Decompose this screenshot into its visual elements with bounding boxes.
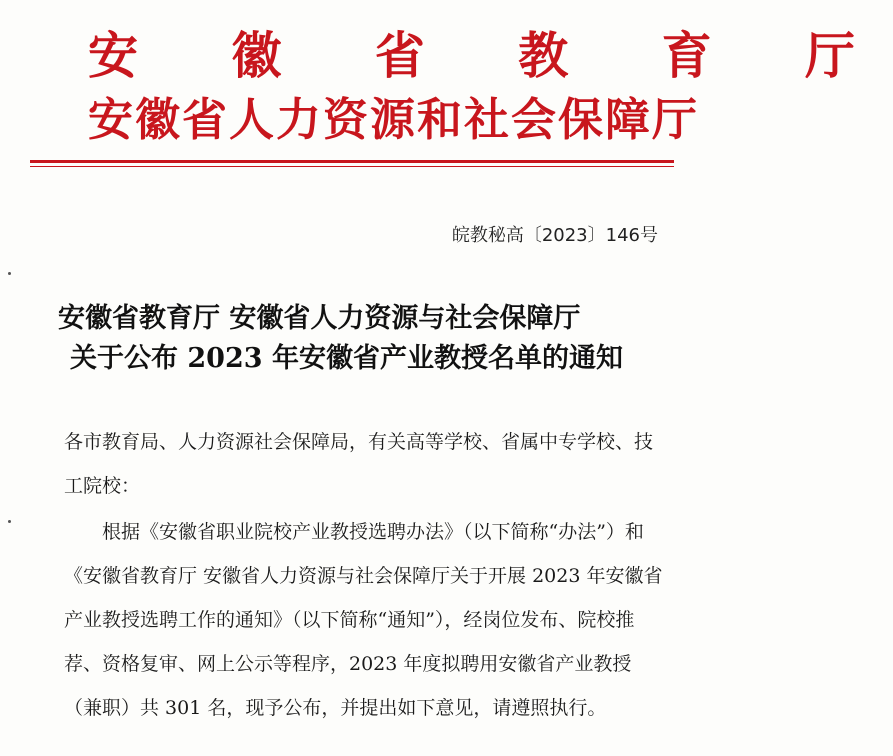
- red-header-rule-thin: [30, 166, 674, 167]
- body-paragraph: 根据《安徽省职业院校产业教授选聘办法》（以下简称“办法”）和《安徽省教育厅 安徽省人力资源与社会保障厅关于开展 2023 年安徽省产业教授选聘工作的通知》（以下简称“通知”），经岗位发布、院校推荐、资格复审、网上公示等程序，2023 年度拟聘用安徽省产业教授（兼职）共 301 名，现予公布，并提出如下意见，请遵照执行。: [64, 521, 663, 719]
- salutation: 各市教育局、人力资源社会保障局，有关高等学校、省属中专学校、技工院校：: [64, 431, 654, 497]
- document-title-line-1: 安徽省教育厅 安徽省人力资源与社会保障厅: [58, 303, 581, 334]
- issuing-agency-hrss: 安徽省人力资源和社会保障厅: [88, 93, 700, 146]
- scan-speck: [8, 272, 11, 275]
- issuing-agency-education: 安 徽 省 教 育 厅: [88, 26, 893, 85]
- red-header-rule: [30, 160, 674, 163]
- scan-speck: [8, 520, 11, 523]
- document-title-line-2: 关于公布 2023 年安徽省产业教授名单的通知: [70, 343, 623, 374]
- document-number: 皖教秘高〔2023〕146号: [451, 225, 658, 246]
